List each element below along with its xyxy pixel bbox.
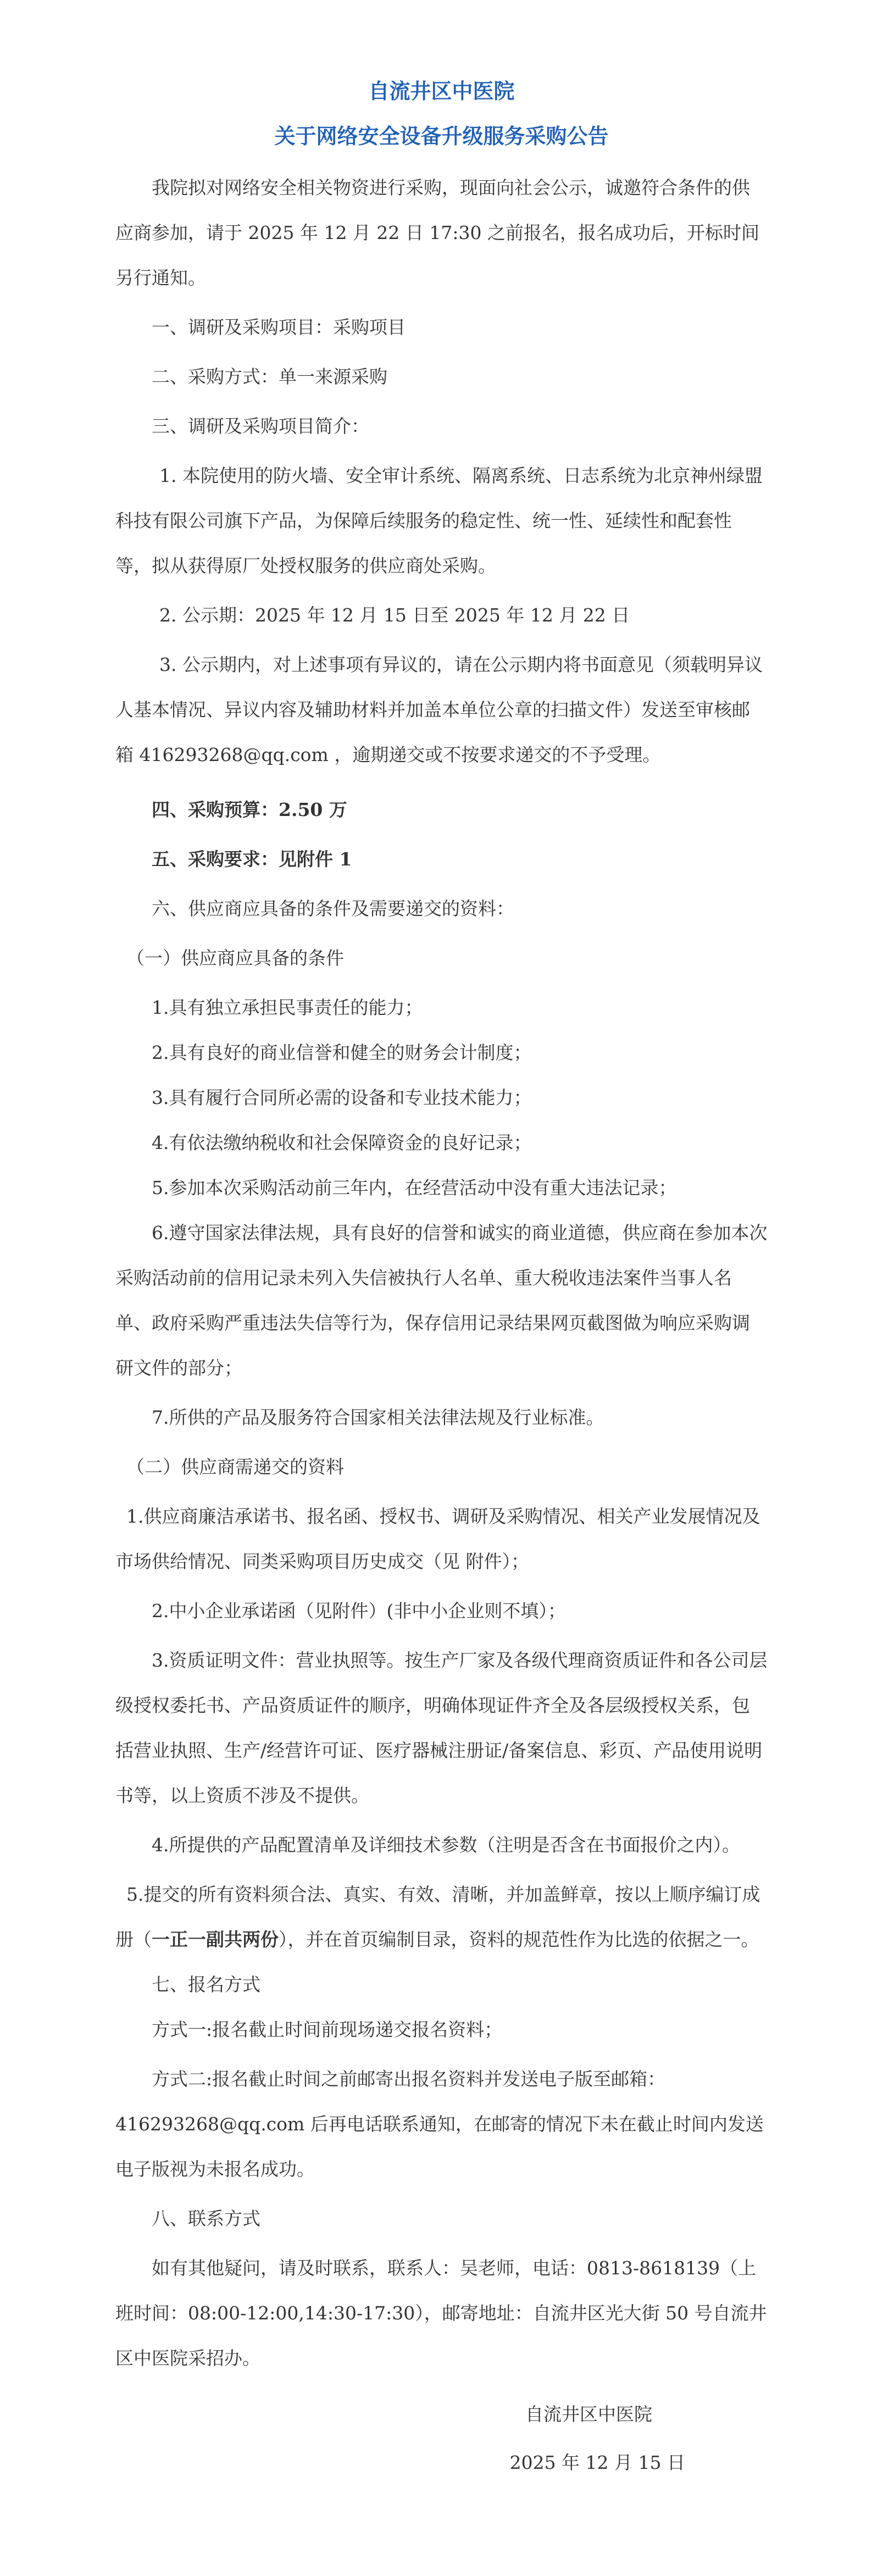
registration-method-1: 方式一:报名截止时间前现场递交报名资料； [152, 2019, 503, 2040]
section-6-subheading-a: （一）供应商应具备的条件 [126, 947, 344, 969]
condition-item-2: 2.具有良好的商业信誉和健全的财务会计制度； [152, 1042, 532, 1063]
section-6-subheading-b: （二）供应商需递交的资料 [126, 1456, 344, 1478]
section-5-heading: 五、采购要求：见附件 1 [152, 848, 352, 870]
material-item-5-copies: 一正一副共两份 [152, 1929, 279, 1950]
condition-item-7: 7.所供的产品及服务符合国家相关法律法规及行业标准。 [152, 1407, 604, 1428]
section-3-item-3: 3. 公示期内，对上述事项有异议的，请在公示期内将书面意见（须载明异议人基本情况、异议内容及辅助材料并加盖本单位公章的扫描文件）发送至审核邮箱 416293268@qq.com ，逾期递交或不按要求递交的不予受理。 [115, 654, 763, 765]
section-8-heading: 八、联系方式 [152, 2208, 260, 2229]
section-4-heading: 四、采购预算：2.50 万 [152, 799, 347, 820]
registration-method-2: 方式二:报名截止时间之前邮寄出报名资料并发送电子版至邮箱： [152, 2068, 666, 2090]
section-1-heading: 一、调研及采购项目：采购项目 [152, 317, 406, 338]
material-item-1: 1.供应商廉洁承诺书、报名函、授权书、调研及采购情况、相关产业发展情况及市场供给情况、同类采购项目历史成交（见 附件）； [115, 1506, 760, 1572]
section-6-heading: 六、供应商应具备的条件及需要递交的资料： [152, 898, 514, 919]
material-item-3: 3.资质证明文件：营业执照等。按生产厂家及各级代理商资质证件和各公司层级授权委托书、产品资质证件的顺序，明确体现证件齐全及各层级授权关系，包括营业执照、生产/经营许可证、医疗器械注册证/备案信息、彩页、产品使用说明书等，以上资质不涉及不提供。 [115, 1650, 768, 1806]
condition-item-3: 3.具有履行合同所必需的设备和专业技术能力； [152, 1087, 532, 1108]
condition-item-4: 4.有依法缴纳税收和社会保障资金的良好记录； [152, 1132, 532, 1153]
section-2-heading: 二、采购方式：单一来源采购 [152, 366, 387, 387]
section-7-heading: 七、报名方式 [152, 1974, 260, 1995]
signature-date: 2025 年 12 月 15 日 [509, 2452, 685, 2473]
registration-method-2-cont: 416293268@qq.com 后再电话联系通知，在邮寄的情况下未在截止时间内发送电子版视为未报名成功。 [115, 2113, 764, 2180]
section-3-item-2: 2. 公示期：2025 年 12 月 15 日至 2025 年 12 月 22 日 [159, 604, 630, 626]
signature-org: 自流井区中医院 [525, 2403, 652, 2425]
material-item-5-text-a: 5.提交的所有资料须合法、真实、有效、清晰，并加盖鲜章，按以上顺序编订成册（ [115, 1884, 760, 1950]
hospital-title: 自流井区中医院 [368, 79, 515, 103]
condition-item-1: 1.具有独立承担民事责任的能力； [152, 997, 423, 1018]
material-item-2: 2.中小企业承诺函（见附件）(非中小企业则不填）； [152, 1600, 566, 1622]
condition-item-6: 6.遵守国家法律法规，具有良好的信誉和诚实的商业道德，供应商在参加本次采购活动前的信用记录未列入失信被执行人名单、重大税收违法案件当事人名单、政府采购严重违法失信等行为，保存信用记录结果网页截图做为响应采购调研文件的部分； [115, 1222, 768, 1379]
notice-title: 关于网络安全设备升级服务采购公告 [274, 124, 609, 148]
section-3-heading: 三、调研及采购项目简介： [152, 415, 369, 437]
material-item-5 [115, 1872, 768, 1962]
contact-paragraph: 如有其他疑问，请及时联系，联系人：吴老师，电话：0813-8618139（上班时间：08:00-12:00,14:30-17:30），邮寄地址：自流井区光大街 50 号自流井区中医院采招办。 [115, 2257, 767, 2369]
section-3-item-1: 1. 本院使用的防火墙、安全审计系统、隔离系统、日志系统为北京神州绿盟科技有限公司旗下产品，为保障后续服务的稳定性、统一性、延续性和配套性等，拟从获得原厂处授权服务的供应商处采购。 [115, 465, 763, 576]
material-item-4: 4.所提供的产品配置清单及详细技术参数（注明是否含在书面报价之内）。 [152, 1834, 740, 1856]
condition-item-5: 5.参加本次采购活动前三年内，在经营活动中没有重大违法记录； [152, 1177, 677, 1198]
material-item-5-text-b: ），并在首页编制目录，资料的规范性作为比选的依据之一。 [279, 1929, 759, 1950]
intro-paragraph: 我院拟对网络安全相关物资进行采购，现面向社会公示，诚邀符合条件的供应商参加，请于 2025 年 12 月 22 日 17:30 之前报名，报名成功后，开标时间另行通知。 [115, 177, 759, 288]
